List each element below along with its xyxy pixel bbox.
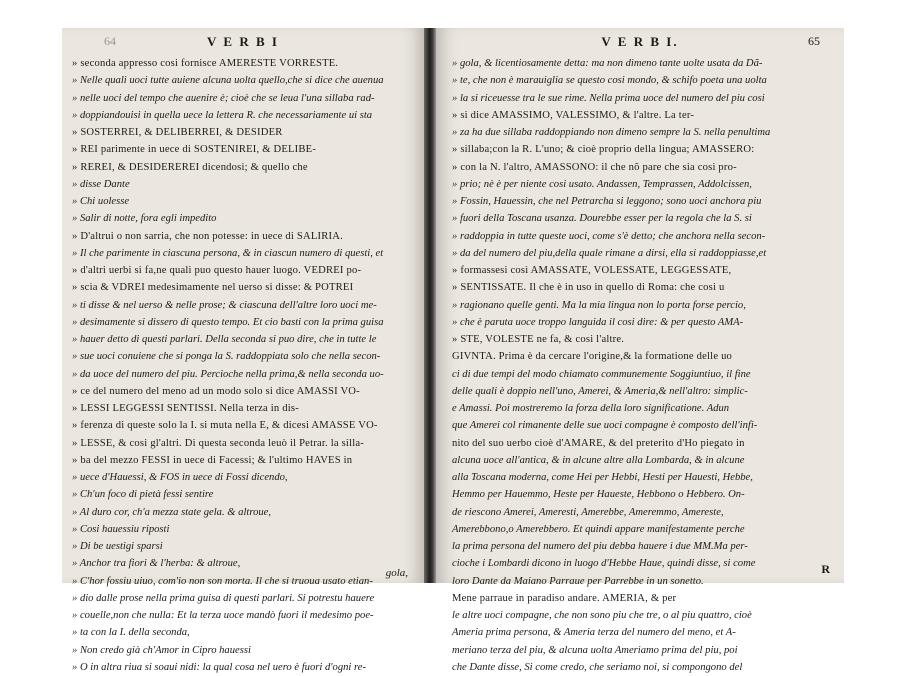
text-line: Mene parraue in paradiso andare. AMERIA, & per [452,592,677,604]
text-line: » la si riceuesse tra le sue rime. Nella prima uoce del numero del piu cosi [452,92,765,104]
text-line: » Ch'un foco di pietà fessi sentire [72,489,214,501]
text-line: » SOSTERREI, & DELIBERREI, & DESIDER [72,127,283,138]
text-line: » raddoppia in tutte queste uoci, come s'è detto; che anchora nella secon- [452,230,766,242]
text-line: » couelle,non che nulla: Et la terza uoce mandò fuori il medesimo poe- [72,610,374,621]
text-line: » dio dalle prose nella prima guisa di questi parlari. Si potrestu hauere [72,592,375,604]
text-line: » desimamente si dissero di questo tempo. Et cio basti con la prima guisa [72,316,384,328]
text-line: » formassesi così AMASSATE, VOLESSATE, LEGGESSATE, [452,265,732,276]
text-line: delle quali è doppio nell'uno, Amerei, & Ameria,& nell'altro: simplic- [452,385,748,397]
text-line: » LESSE, & cosi gl'altri. Di questa seconda leuò il Petrar. la silla- [72,437,364,449]
text-line: cioche i Lombardi dicono in luogo d'Hebbe Haue, quindi disse, si come [452,558,756,570]
text-line: » REI parimente in uece di SOSTENIREI, & DELIBE- [72,144,317,156]
text-line: » con la N. l'altro, AMASSONO: il che nõ pare che sia cosi pro- [452,161,737,173]
text-line: e Amassi. Poi mostreremo la forza della loro significatione. Adun [452,403,730,414]
text-line: » scia & VDREI medesimamente nel uerso si disse: & POTREI [72,282,354,294]
text-line: » Fossin, Hauessin, che nel Petrarcha si leggono; sono uoci anchora piu [452,196,762,207]
text-line: » O in altra riua si soaui nidi: la qual cosa nel uero è fuori d'ogni re- [72,661,366,673]
text-line: che Dante disse, Si come credo, che seriamo noi, si compongono del [452,661,743,673]
text-line: » uece d'Hauessi, & FOS in uece di Fossi dicendo, [72,472,288,483]
text-line: » doppiandouisi in quella uece la lettera R. che necessariamente ui sta [72,109,373,121]
text-line: » da del numero del piu,della quale rimane a dirsi, ella si raddoppiasse,et [452,247,767,259]
left-page-text [72,55,416,676]
right-page-header [436,34,844,52]
text-line: alcuna uoce all'antica, & in alcune altre alla Lombarda, & in alcune [452,454,745,466]
text-line: » prio; nè è per niente cosi usato. Andassen, Temprassen, Addolcissen, [452,178,752,190]
text-line: la prima persona del numero del piu debba hauere i due MM.Ma per- [452,541,748,552]
text-line: » STE, VOLESTE ne fa, & cosi l'altre. [452,334,625,345]
page-number-left: 64 [104,34,116,48]
text-line: » Nelle quali uoci tutte auiene alcuna uolta quello,che si dice che auenua [72,75,384,87]
text-line: » che è paruta uoce troppo languida il cosi dire: & per questo AMA- [452,316,744,328]
text-line: » Al duro cor, ch'a mezza state gela. & altroue, [72,506,272,518]
text-line: » za ha due sillaba raddoppiando non dimeno sempre la S. nella penultima [452,127,771,138]
right-page [436,28,844,673]
text-line: » fuori della Toscana usanza. Dourebbe esser per la regola che la S. si [452,213,752,225]
book-spread [62,28,844,673]
text-line: » Cosi hauessiu riposti [72,523,170,535]
text-line: » Non credo già ch'Amor in Cipro hauessi [72,644,251,656]
left-page-header [62,34,424,52]
text-line: » d'altri uerbi si fa,ne quali puo questo hauer luogo. VEDREI po- [72,265,362,276]
text-line: » ce del numero del meno ad un modo solo si dice AMASSI VO- [72,385,360,397]
text-line: » sue uoci conuiene che si ponga la S. raddoppiata solo che nella secon- [72,351,381,363]
text-line: » da uoce del numero del piu. Percioche nella prima,& nella seconda uo- [72,368,384,380]
page-number-right: 65 [808,34,820,48]
text-line: » ti disse & nel uerso & nelle prose; & ciascuna dell'altre loro uoci me- [72,299,377,311]
text-line: » Anchor tra fiori & l'herba: & altroue, [72,558,241,570]
right-page-text [452,55,830,676]
text-line: » C'hor fossiu uiuo, com'io non son morta. Il che si truoua usato etian- [72,575,373,587]
text-line: meriano terza del piu, & alcuna uolta Ameriamo prima del piu, poi [452,644,738,656]
text-line: » D'altrui o non sarria, che non potesse: in uece di SALIRIA. [72,230,343,242]
text-line: » ba del mezzo FESSI in uece di Facessi; & l'ultimo HAVES in [72,454,353,466]
running-head-right: V E R B I. [601,34,679,49]
text-line: » Di be uestigi sparsi [72,541,163,552]
text-line: de riescono Amerei, Ameresti, Amerebbe, Ameremmo, Amereste, [452,506,724,518]
text-line: Ameria prima persona, & Ameria terza del numero del meno, et A- [452,627,736,639]
text-line: » gola, & licentiosamente detta: ma non dimeno tante uolte usata da Dã- [452,58,763,69]
text-line: ci di due tempi del modo chiamato communemente Soggiuntiuo, il fine [452,368,751,380]
text-line: Amerebbono,o Amerebbero. Et quindi appare manifestamente perche [452,523,745,535]
text-line: » Salir di notte, fora egli impedito [72,213,217,225]
text-line: » si dice AMASSIMO, VALESSIMO, & l'altre. La ter- [452,109,695,121]
text-line: » ta con la I. della seconda, [72,627,190,639]
text-line: » SENTISSATE. Il che è in uso in quello di Roma: che cosi u [452,282,725,294]
text-line: » disse Dante [72,178,130,190]
text-line: loro Dante da Maiano Parraue per Parrebbe in un sonetto. [452,575,704,587]
text-line: » ragionano quelle genti. Ma la mia lingua non lo porta forse percio, [452,299,746,311]
text-line: nito del suo uerbo cioè d'AMARE, & del preterito d'Ho piegato in [452,437,745,449]
text-line: » hauer detto di questi parlari. Della seconda si puo dire, che in tutte le [72,334,377,345]
text-line: alla Toscana moderna, come Hei per Hebbi, Hesti per Hauesti, Hebbe, [452,472,753,483]
text-line: le altre uoci compagne, che non sono piu che tre, o al piu quattro, cioè [452,610,752,621]
text-line: » Il che parimente in ciascuna persona, & in ciascun numero di questi, et [72,247,384,259]
text-line: » te, che non è marauiglia se questo cosi mondo, & schifo poeta una uolta [452,75,767,87]
text-line: que Amerei col rimanente delle sue uoci compagne è composto dell'infi- [452,420,758,432]
left-page [62,28,424,673]
text-line: » REREI, & DESIDEREREI dicendosi; & quello che [72,161,308,173]
text-line: GIVNTA. Prima è da cercare l'origine,& la formatione delle uo [452,351,733,363]
text-line: » seconda appresso cosi fornisce AMERESTE VORRESTE. [72,58,339,69]
text-line: » LESSI LEGGESSI SENTISSI. Nella terza in dis- [72,403,299,414]
left-page-last-word: gola, [385,567,408,579]
running-head-left: V E R B I [207,34,279,49]
text-line: » sillaba;con la R. L'uno; & cioè proprio della lingua; AMASSERO: [452,144,755,156]
catchword: R [821,562,830,576]
text-line: Hemmo per Hauemmo, Heste per Haueste, Hebbono o Hebbero. On- [452,489,745,501]
text-line: » ferenza di queste solo la I. si muta nella E, & dicesi AMASSE VO- [72,420,378,432]
text-line: » Chi uolesse [72,196,130,207]
book-gutter [424,28,436,583]
text-line: » nelle uoci del tempo che auenire è; cioè che se leua l'una sillaba rad- [72,92,375,104]
